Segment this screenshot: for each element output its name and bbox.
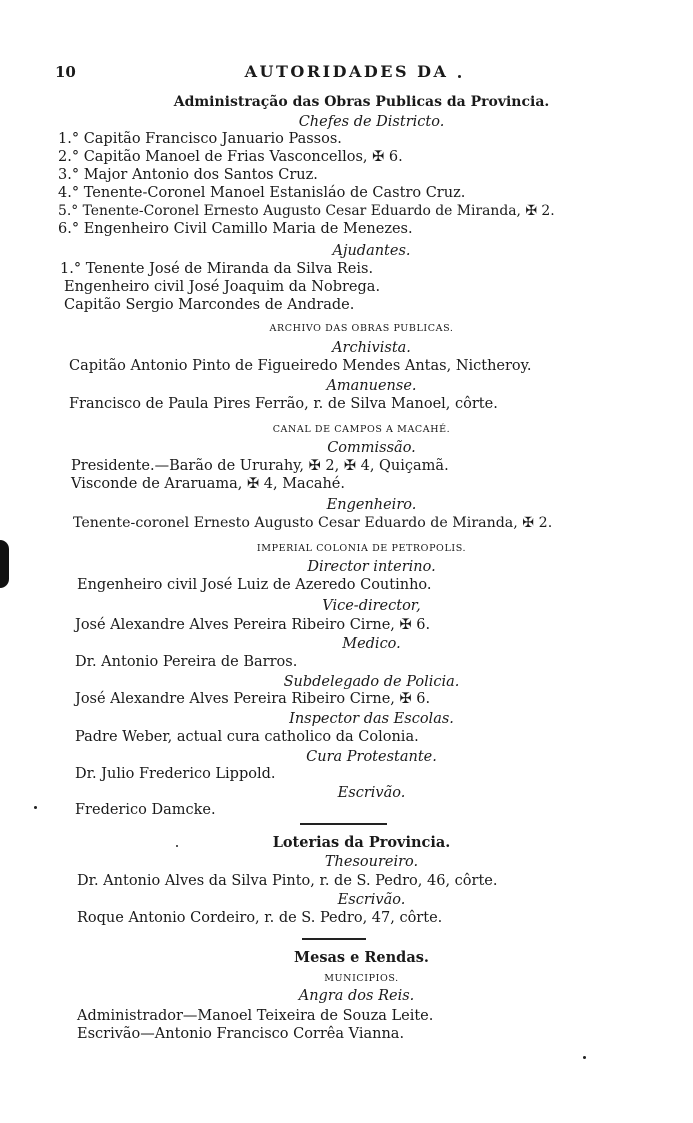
subheading-subdelegado: Subdelegado de Policia. — [283, 674, 460, 690]
list-item: 1.° Tenente José de Miranda da Silva Reis. — [60, 261, 374, 277]
section-title-loterias: Loterias da Provincia. — [272, 834, 451, 851]
ink-speck — [583, 1056, 586, 1059]
page-number: 10 — [55, 63, 76, 81]
list-item: Visconde de Araruama, ✠ 4, Macahé. — [71, 476, 345, 492]
list-item: Presidente.—Barão de Ururahy, ✠ 2, ✠ 4, Quiçamã. — [71, 458, 449, 474]
entry-amanuense: Francisco de Paula Pires Ferrão, r. de Silva Manoel, côrte. — [69, 396, 498, 412]
subheading-commissao: Commissão. — [327, 440, 416, 456]
subheading-municipios: MUNICIPIOS. — [324, 973, 399, 984]
entry-medico: Dr. Antonio Pereira de Barros. — [75, 654, 298, 670]
subheading-angra: Angra dos Reis. — [298, 988, 415, 1004]
section-title-obras: Administração das Obras Publicas da Provincia. — [173, 94, 550, 110]
subheading-escrivao: Escrivão. — [337, 785, 406, 801]
subheading-archivista: Archivista. — [332, 340, 411, 356]
subheading-escrivao-loterias: Escrivão. — [337, 892, 406, 908]
entry-director: Engenheiro civil José Luiz de Azeredo Coutinho. — [77, 577, 432, 593]
entry-archivista: Capitão Antonio Pinto de Figueiredo Mendes Antas, Nictheroy. — [69, 358, 532, 374]
subheading-chefes: Chefes de Districto. — [298, 114, 445, 130]
entry-escrivao: Frederico Damcke. — [75, 802, 216, 818]
list-item: 6.° Engenheiro Civil Camillo Maria de Menezes. — [58, 221, 413, 237]
list-item: Administrador—Manoel Teixeira de Souza Leite. — [77, 1008, 434, 1024]
section-title-colonia: IMPERIAL COLONIA DE PETROPOLIS. — [256, 543, 467, 554]
subheading-amanuense: Amanuense. — [326, 378, 417, 394]
list-item: 5.° Tenente-Coronel Ernesto Augusto Cesar Eduardo de Miranda, ✠ 2. — [58, 203, 555, 219]
section-divider — [302, 938, 366, 940]
entry-inspector: Padre Weber, actual cura catholico da Colonia. — [75, 729, 419, 745]
subheading-engenheiro: Engenheiro. — [326, 497, 417, 513]
list-item: Engenheiro civil José Joaquim da Nobrega. — [64, 279, 381, 295]
ink-speck — [34, 806, 37, 809]
ink-speck — [458, 75, 461, 78]
ink-speck — [176, 845, 178, 847]
subheading-inspector: Inspector das Escolas. — [289, 711, 454, 727]
list-item: 4.° Tenente-Coronel Manoel Estanisláo de Castro Cruz. — [58, 185, 466, 201]
list-item: Capitão Sergio Marcondes de Andrade. — [64, 297, 355, 313]
entry-thesoureiro: Dr. Antonio Alves da Silva Pinto, r. de S. Pedro, 46, côrte. — [77, 873, 498, 889]
subheading-cura: Cura Protestante. — [306, 749, 437, 765]
section-title-archivo: ARCHIVO DAS OBRAS PUBLICAS. — [269, 323, 454, 334]
list-item: 2.° Capitão Manoel de Frias Vasconcellos, ✠ 6. — [58, 149, 403, 165]
subheading-thesoureiro: Thesoureiro. — [324, 854, 419, 870]
subheading-director: Director interino. — [307, 559, 436, 575]
section-divider — [300, 823, 387, 825]
section-title-mesas: Mesas e Rendas. — [294, 949, 429, 966]
entry-subdelegado: José Alexandre Alves Pereira Ribeiro Cirne, ✠ 6. — [75, 691, 431, 707]
subheading-ajudantes: Ajudantes. — [332, 243, 411, 259]
entry-engenheiro: Tenente-coronel Ernesto Augusto Cesar Eduardo de Miranda, ✠ 2. — [73, 515, 553, 531]
running-head: AUTORIDADES DA — [244, 62, 449, 81]
entry-vice-director: José Alexandre Alves Pereira Ribeiro Cirne, ✠ 6. — [75, 617, 431, 633]
list-item: Escrivão—Antonio Francisco Corrêa Vianna. — [77, 1026, 405, 1042]
list-item: 3.° Major Antonio dos Santos Cruz. — [58, 167, 318, 183]
entry-cura: Dr. Julio Frederico Lippold. — [75, 766, 276, 782]
section-title-canal: CANAL DE CAMPOS A MACAHÉ. — [272, 424, 451, 435]
list-item: 1.° Capitão Francisco Januario Passos. — [58, 131, 342, 147]
entry-escrivao-loterias: Roque Antonio Cordeiro, r. de S. Pedro, 47, côrte. — [77, 910, 443, 926]
subheading-vice-director: Vice-director, — [322, 598, 421, 614]
subheading-medico: Medico. — [342, 636, 401, 652]
